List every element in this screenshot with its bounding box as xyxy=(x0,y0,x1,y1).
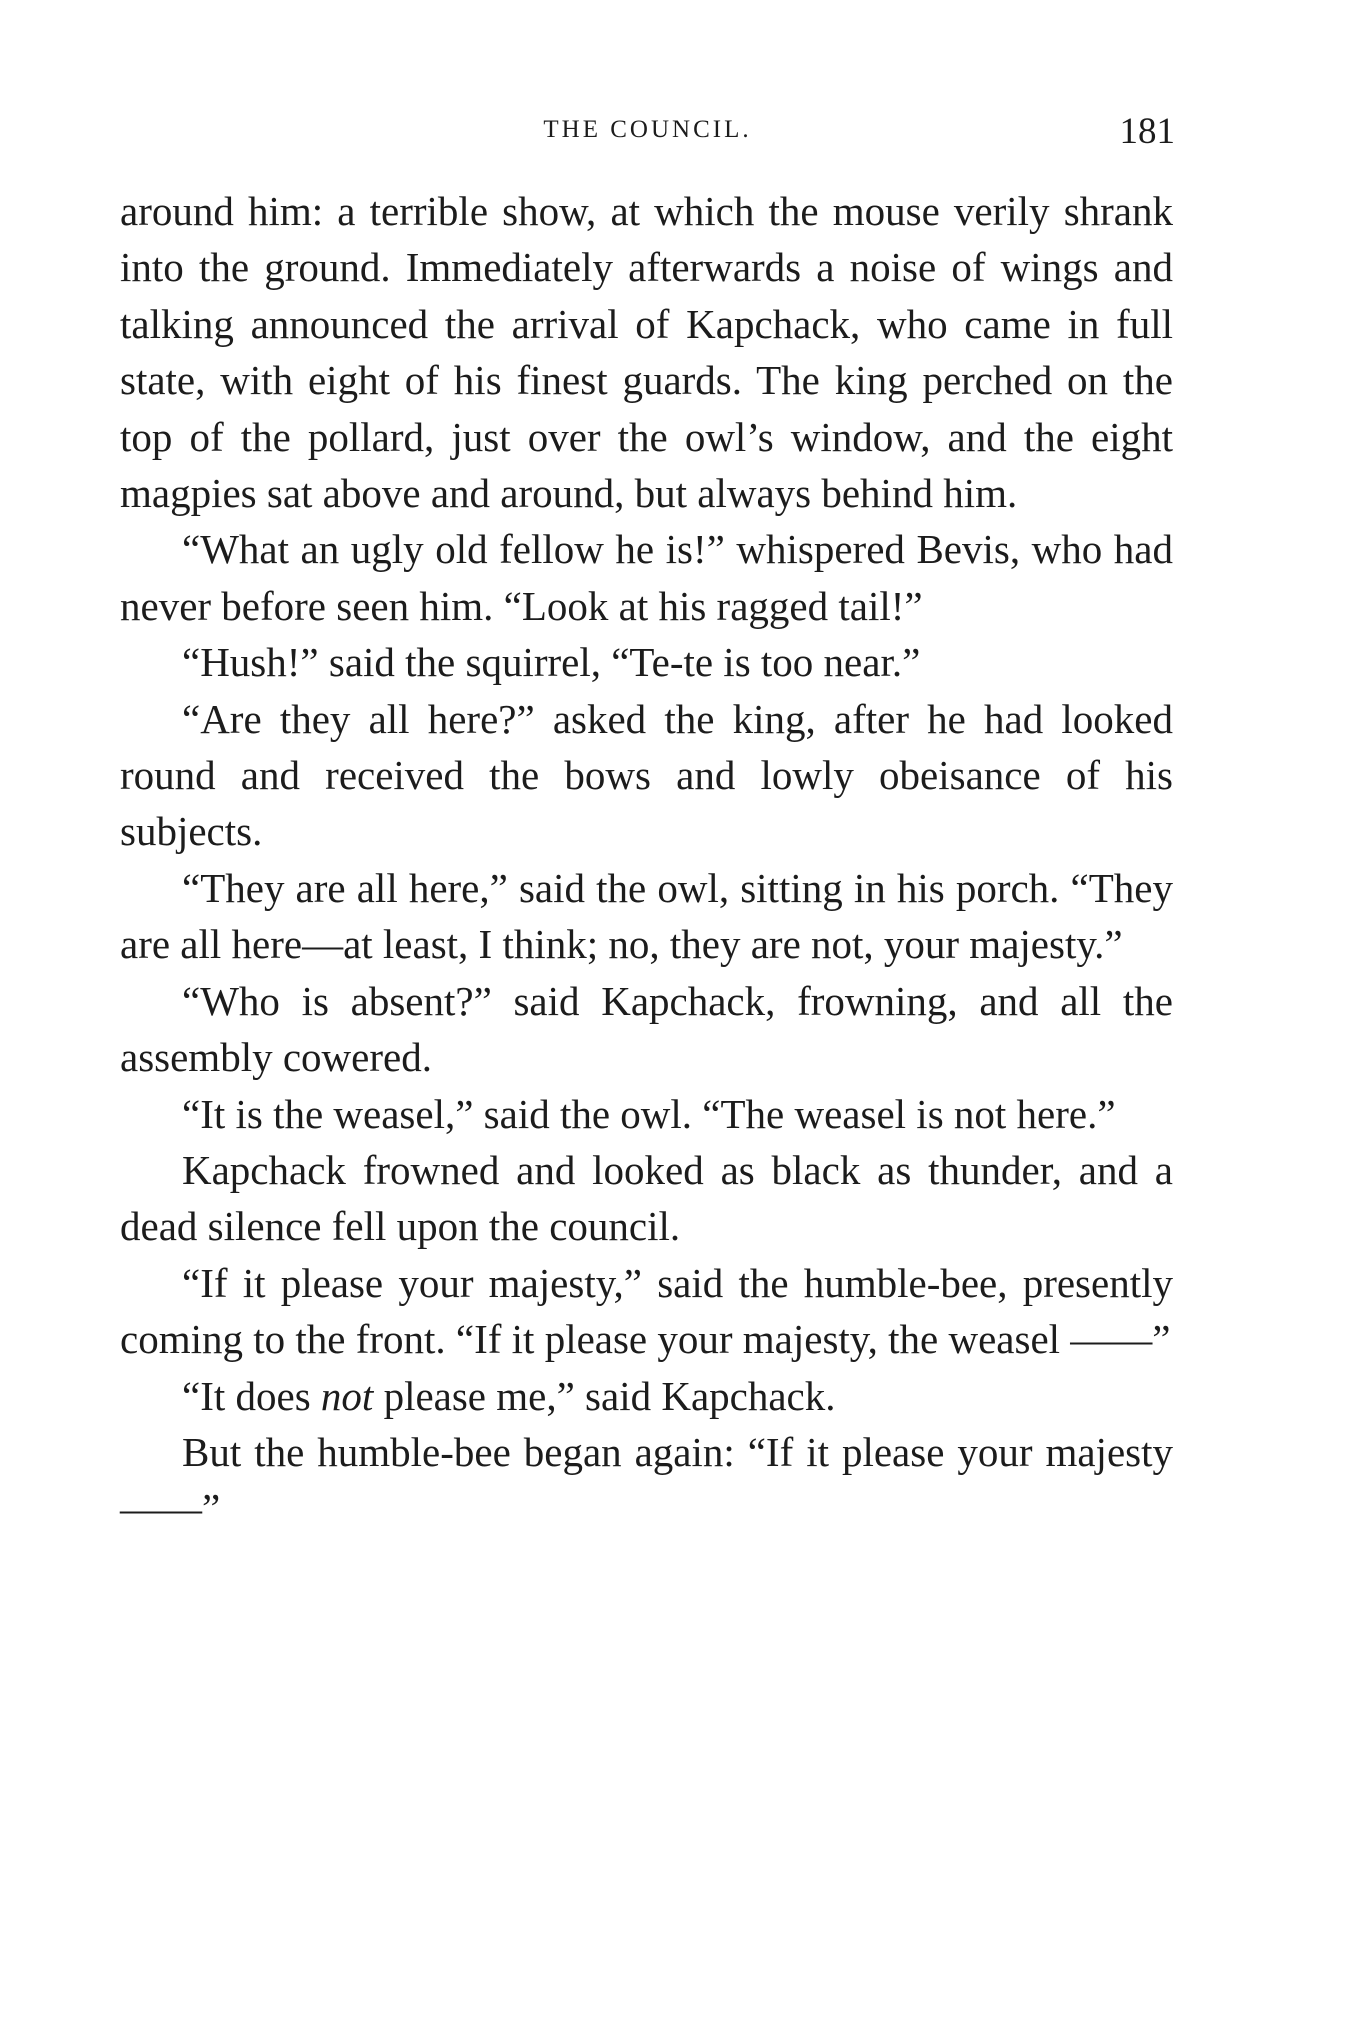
emphasis-text: not xyxy=(320,1372,374,1419)
page-number: 181 xyxy=(1119,111,1175,152)
body-text xyxy=(120,183,1173,1537)
paragraph: Kapchack frowned and looked as black as thunder, and a dead silence fell upon the council. xyxy=(120,1146,1173,1250)
paragraph: around him: a terrible show, at which the mouse verily shrank into the ground. Immediately afterwards a noise of wings and talking announced the arrival of Kapchack, who came in full state, with eight of his finest guards. The king perched on the top of the pollard, just over the owl’s window, and the eight magpies sat above and around, but always behind him. xyxy=(120,188,1173,517)
paragraph: “Who is absent?” said Kapchack, frowning, and all the assembly cowered. xyxy=(120,977,1173,1081)
paragraph: “Are they all here?” asked the king, after he had looked round and received the bows and lowly obeisance of his subjects. xyxy=(120,695,1173,855)
paragraph: “It is the weasel,” said the owl. “The weasel is not here.” xyxy=(182,1090,1116,1137)
paragraph: But the humble-bee began again: “If it please your majesty ——” xyxy=(120,1428,1173,1532)
paragraph-text: please me,” said Kapchack. xyxy=(373,1372,836,1419)
running-title: THE COUNCIL. xyxy=(543,116,752,143)
page-header xyxy=(120,110,1175,156)
paragraph: “Hush!” said the squirrel, “Te-te is too near.” xyxy=(182,639,921,686)
paragraph: “If it please your majesty,” said the humble-bee, presently coming to the front. “If it please your majesty, the weasel ——” xyxy=(120,1259,1173,1363)
paragraph: “They are all here,” said the owl, sitting in his porch. “They are all here—at least, I think; no, they are not, your majesty.” xyxy=(120,864,1173,968)
paragraph: “What an ugly old fellow he is!” whispered Bevis, who had never before seen him. “Look at his ragged tail!” xyxy=(120,526,1173,629)
paragraph xyxy=(120,1368,1173,1424)
paragraph-text: “It does xyxy=(182,1372,321,1419)
